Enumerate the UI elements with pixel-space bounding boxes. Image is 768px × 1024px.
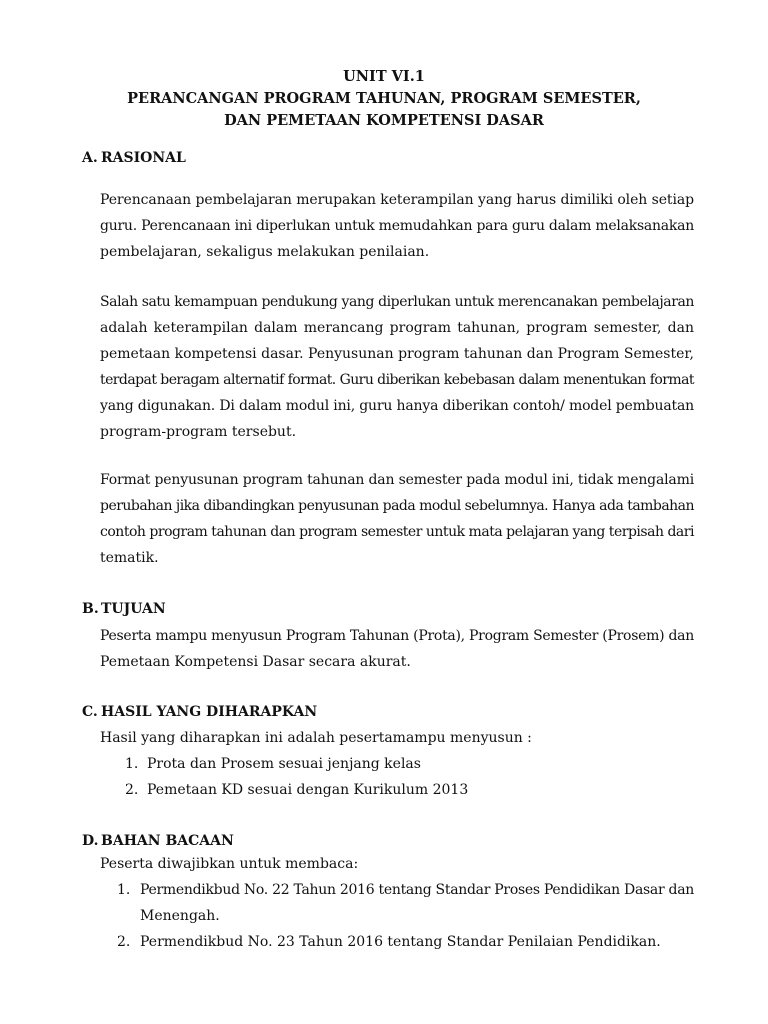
section-d-label: D. xyxy=(82,833,99,849)
document-title-line-2: DAN PEMETAAN KOMPETENSI DASAR xyxy=(224,112,544,129)
list-item xyxy=(100,777,694,803)
section-c-label: C. xyxy=(82,704,98,720)
list-text: Menengah. xyxy=(140,908,220,924)
tujuan-paragraph xyxy=(100,623,694,675)
list-text: Prota dan Prosem sesuai jenjang kelas xyxy=(147,756,421,772)
list-number: 2. xyxy=(117,934,131,950)
paragraph-line: pemetaan kompetensi dasar. Penyusunan program tahunan dan Program Semester, xyxy=(100,346,694,362)
paragraph-line: yang digunakan. Di dalam modul ini, guru hanya diberikan contoh/ model pembuatan xyxy=(100,398,694,414)
paragraph-line: tematik. xyxy=(100,550,159,566)
list-number: 2. xyxy=(125,782,139,798)
paragraph-line: guru. Perencanaan ini diperlukan untuk memudahkan para guru dalam melaksanakan xyxy=(100,218,694,234)
section-b-label: B. xyxy=(82,601,99,617)
list-item xyxy=(100,751,694,777)
paragraph-line: Pemetaan Kompetensi Dasar secara akurat. xyxy=(100,654,411,670)
section-a-heading xyxy=(82,148,186,168)
paragraph-line: Salah satu kemampuan pendukung yang diperlukan untuk merencanakan pembelajaran xyxy=(100,294,694,310)
paragraph-line: program-program tersebut. xyxy=(100,424,297,440)
paragraph-line: Peserta mampu menyusun Program Tahunan (Prota), Program Semester (Prosem) dan xyxy=(100,628,694,644)
list-text: Permendikbud No. 23 Tahun 2016 tentang Standar Penilaian Pendidikan. xyxy=(140,934,661,950)
paragraph-line: Perencanaan pembelajaran merupakan keterampilan yang harus dimiliki oleh setiap xyxy=(100,192,694,208)
list-text: Pemetaan KD sesuai dengan Kurikulum 2013 xyxy=(147,782,469,798)
paragraph-line: adalah keterampilan dalam merancang program tahunan, program semester, dan xyxy=(100,320,694,336)
section-d-heading xyxy=(82,831,234,851)
rasional-paragraph-3 xyxy=(100,467,694,571)
list-number: 1. xyxy=(125,756,139,772)
section-b-heading xyxy=(82,599,166,619)
list-number: 1. xyxy=(117,882,131,898)
paragraph-line: Format penyusunan program tahunan dan semester pada modul ini, tidak mengalami xyxy=(100,472,694,488)
hasil-intro: Hasil yang diharapkan ini adalah pesertamampu menyusun : xyxy=(100,730,532,746)
rasional-paragraph-2 xyxy=(100,289,694,445)
section-a-title: RASIONAL xyxy=(101,150,186,166)
paragraph-line: contoh program tahunan dan program semester untuk mata pelajaran yang terpisah dari xyxy=(100,524,694,540)
section-b-title: TUJUAN xyxy=(101,601,166,617)
paragraph-line: pembelajaran, sekaligus melakukan penilaian. xyxy=(100,244,430,260)
bahan-intro: Peserta diwajibkan untuk membaca: xyxy=(100,856,359,872)
section-a-label: A. xyxy=(82,150,98,166)
list-text: Permendikbud No. 22 Tahun 2016 tentang Standar Proses Pendidikan Dasar dan xyxy=(140,882,694,898)
section-c-heading xyxy=(82,702,317,722)
document-title-line-1: PERANCANGAN PROGRAM TAHUNAN, PROGRAM SEMESTER, xyxy=(127,90,641,107)
list-item xyxy=(100,929,694,955)
hasil-list xyxy=(100,725,694,803)
section-c-title: HASIL YANG DIHARAPKAN xyxy=(101,704,318,720)
list-item xyxy=(100,877,694,929)
rasional-paragraph-1 xyxy=(100,187,694,265)
unit-title: UNIT VI.1 xyxy=(343,68,425,85)
section-d-title: BAHAN BACAAN xyxy=(101,833,234,849)
paragraph-line: terdapat beragam alternatif format. Guru diberikan kebebasan dalam menentukan format xyxy=(100,372,694,388)
paragraph-line: perubahan jika dibandingkan penyusunan pada modul sebelumnya. Hanya ada tambahan xyxy=(100,498,694,514)
bahan-bacaan-list xyxy=(100,851,694,955)
